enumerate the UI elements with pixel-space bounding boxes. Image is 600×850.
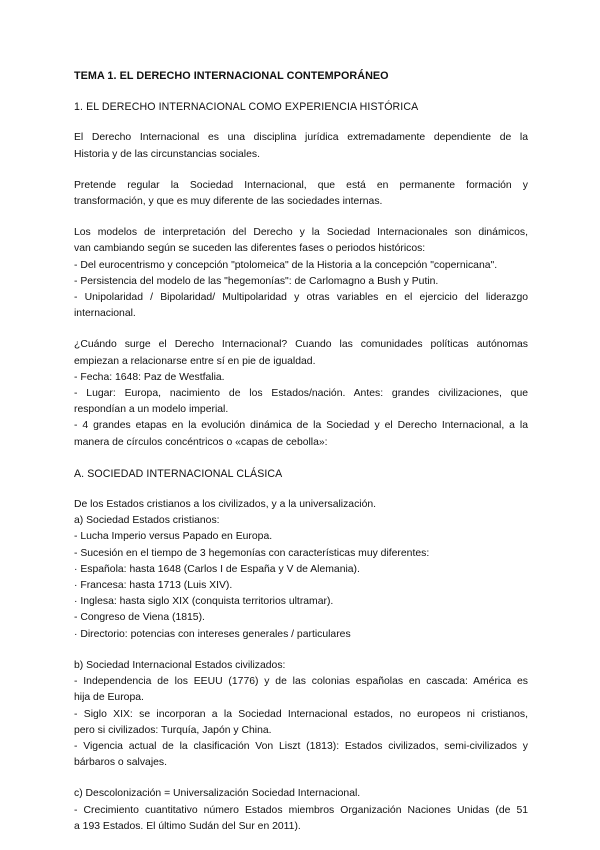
paragraph-2 [74,178,528,210]
paragraph-line: El Derecho Internacional es una disciplina jurídica extremadamente dependiente de la [74,132,528,144]
sub-list-item: · Francesa: hasta 1713 (Luis XIV). [74,580,233,592]
list-item: - Vigencia actual de la clasificación Von Liszt (1813): Estados civilizados, semi-civilizados y [74,740,528,752]
list-item: - Lucha Imperio versus Papado en Europa. [74,531,273,543]
list-item: - Fecha: 1648: Paz de Westfalia. [74,371,225,383]
section-b-block [74,658,528,771]
list-item: - Del eurocentrismo y concepción "ptolomeica" de la Historia a la concepción "copernicana". [74,259,498,271]
section-c-block [74,786,528,835]
section-a-heading: A. SOCIEDAD INTERNACIONAL CLÁSICA [74,467,283,480]
paragraph-line: Pretende regular la Sociedad Internacional, que está en permanente formación y [74,179,528,191]
list-item-continuation: pero si civilizados: Turquía, Japón y China. [74,724,272,736]
list-item: - 4 grandes etapas en la evolución dinámica de la Sociedad y el Derecho Internacional, a la [74,420,528,432]
subheading: a) Sociedad Estados cristianos: [74,515,220,527]
paragraph-4 [74,337,528,450]
list-item: - Unipolaridad / Bipolaridad/ Multipolaridad y otras variables en el ejercicio del liderazgo [74,292,528,304]
section-1-heading: 1. EL DERECHO INTERNACIONAL COMO EXPERIENCIA HISTÓRICA [74,101,419,114]
paragraph-3 [74,225,528,322]
paragraph-line: Los modelos de interpretación del Derecho y la Sociedad Internacionales son dinámicos, [74,227,528,239]
subheading: c) Descolonización = Universalización Sociedad Internacional. [74,788,361,800]
list-item: - Siglo XIX: se incorporan a la Sociedad Internacional estados, no europeos ni cristianos, [74,708,528,720]
paragraph-line: Historia y de las circunstancias sociales. [74,148,260,160]
sub-list-item: · Inglesa: hasta siglo XIX (conquista territorios ultramar). [74,596,334,608]
document-page [74,68,528,850]
list-item: - Crecimiento cuantitativo número Estados miembros Organización Naciones Unidas (de 51 [74,804,528,816]
paragraph-line: De los Estados cristianos a los civilizados, y a la universalización. [74,499,377,511]
paragraph-line: transformación, y que es muy diferente de las sociedades internas. [74,196,383,208]
list-item-continuation: hija de Europa. [74,692,144,704]
paragraph-line: ¿Cuándo surge el Derecho Internacional? Cuando las comunidades políticas autónomas [74,339,528,351]
list-item-continuation: bárbaros o salvajes. [74,757,167,769]
subheading: b) Sociedad Internacional Estados civilizados: [74,659,286,671]
paragraph-line: empiezan a relacionarse entre sí en pie de igualdad. [74,355,316,367]
list-item-continuation: internacional. [74,308,136,320]
list-item: - Sucesión en el tiempo de 3 hegemonías con características muy diferentes: [74,547,430,559]
list-item-continuation: a 193 Estados. El último Sudán del Sur en 2011). [74,820,301,832]
list-item-continuation: manera de círculos concéntricos o «capas de cebolla»: [74,436,328,448]
list-item-continuation: respondían a un modelo imperial. [74,404,229,416]
paragraph-1 [74,130,528,162]
list-item: - Persistencia del modelo de las "hegemonías": de Carlomagno a Bush y Putin. [74,275,439,287]
list-item: - Congreso de Viena (1815). [74,612,205,624]
document-title: TEMA 1. EL DERECHO INTERNACIONAL CONTEMPORÁNEO [74,70,389,82]
paragraph-line: van cambiando según se suceden las diferentes fases o periodos históricos: [74,243,426,255]
sub-list-item: · Directorio: potencias con intereses generales / particulares [74,628,351,640]
section-a-block [74,497,528,643]
sub-list-item: · Española: hasta 1648 (Carlos I de España y V de Alemania). [74,563,360,575]
list-item: - Lugar: Europa, nacimiento de los Estados/nación. Antes: grandes civilizaciones, que [74,388,528,400]
list-item: - Independencia de los EEUU (1776) y de las colonias españolas en cascada: América es [74,676,528,688]
